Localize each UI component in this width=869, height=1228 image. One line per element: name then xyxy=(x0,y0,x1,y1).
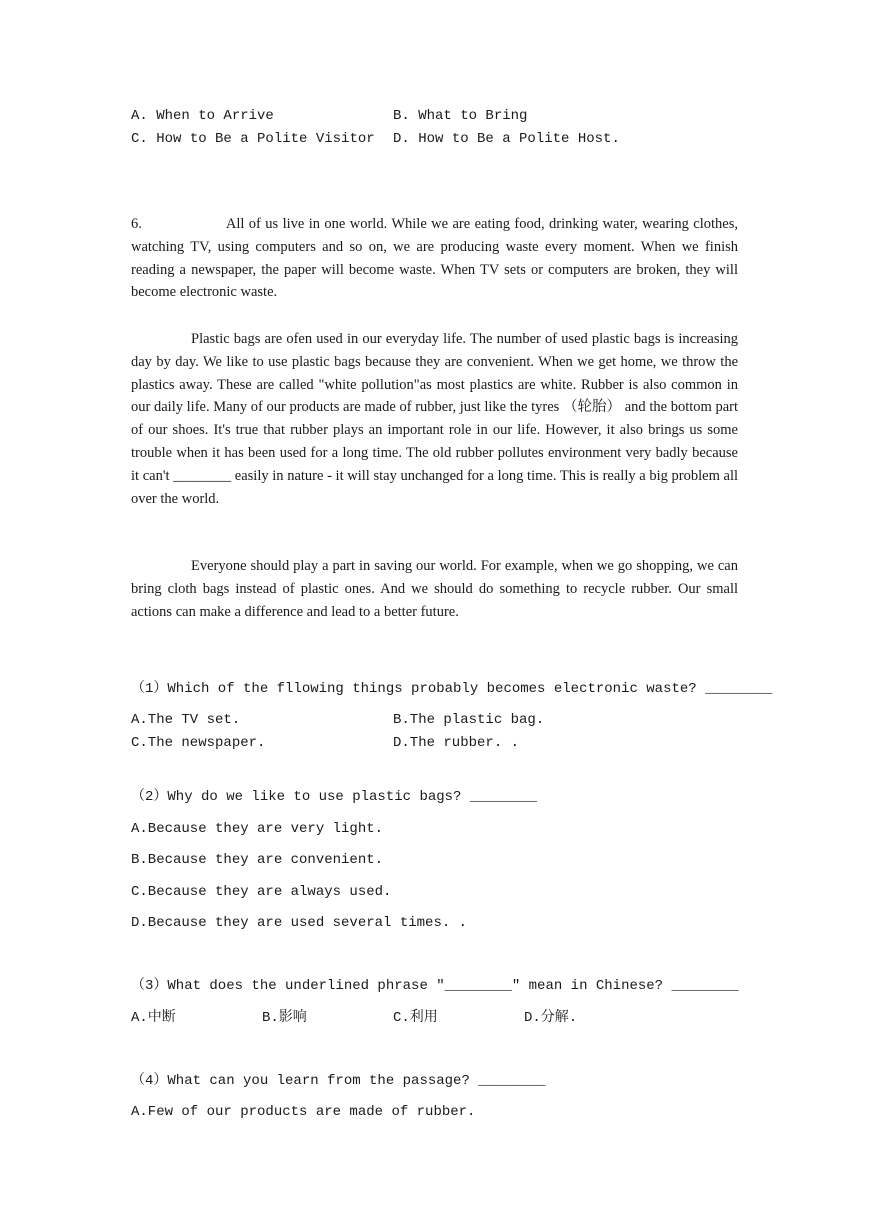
question-1-option-d: D.The rubber. . xyxy=(393,735,520,751)
question-1-option-a: A.The TV set. xyxy=(131,712,241,728)
question-3-option-d: D.分解. xyxy=(524,1010,578,1026)
option-letter: B. xyxy=(393,108,410,124)
question-3-stem: （3）What does the underlined phrase "________" mean in Chinese? ________ xyxy=(131,978,739,994)
question-2-option-d: D.Because they are used several times. . xyxy=(131,915,468,931)
passage-paragraph-3: Everyone should play a part in saving our world. For example, when we go shopping, we can bring cloth bags instead of plastic ones. And we should do something to recycle rubber. Our small actions can make a difference and lead to a better future. xyxy=(131,558,738,620)
prev-option-d xyxy=(393,129,620,149)
option-letter: A. xyxy=(131,108,148,124)
question-3-option-c: C.利用 xyxy=(393,1010,438,1026)
question-2-stem: （2）Why do we like to use plastic bags? ________ xyxy=(131,789,538,805)
question-3-option-b: B.影响 xyxy=(262,1010,307,1026)
question-3-option-a: A.中断 xyxy=(131,1010,176,1026)
option-text: How to Be a Polite Host. xyxy=(418,131,620,147)
question-4-stem: （4）What can you learn from the passage? ________ xyxy=(131,1073,546,1089)
passage-paragraph-2: Plastic bags are ofen used in our everyday life. The number of used plastic bags is increasing day by day. We like to use plastic bags because they are convenient. When we get home, we throw the plastics away. These are called "white pollution"as most plastics are white. Rubber is also common in our daily life. Many of our products are made of rubber, just like the tyres （轮胎） and the bottom part of our shoes. It's true that rubber plays an important role in our life. However, it also brings us some trouble when it has been used for a long time. The old rubber pollutes environment very badly because it can't ________ easily in nature - it will stay unchanged for a long time. This is really a big problem all over the world. xyxy=(131,331,738,507)
question-1-stem: （1）Which of the fllowing things probably becomes electronic waste? ________ xyxy=(131,681,773,697)
option-text: When to Arrive xyxy=(156,108,274,124)
question-2-option-c: C.Because they are always used. xyxy=(131,884,392,900)
question-2-option-b: B.Because they are convenient. xyxy=(131,852,384,868)
question-number: 6. xyxy=(131,216,142,232)
prev-option-b xyxy=(393,106,527,126)
option-letter: D. xyxy=(393,131,410,147)
option-text: What to Bring xyxy=(418,108,528,124)
paragraph-text: All of us live in one world. While we are eating food, drinking water, wearing clothes, watching TV, using computers and so on, we are producing waste every moment. When we finish reading a newspaper, the paper will become waste. When TV sets or computers are broken, they will become electronic waste. xyxy=(131,216,738,301)
question-1-option-c: C.The newspaper. xyxy=(131,735,266,751)
option-text: How to Be a Polite Visitor xyxy=(156,131,375,147)
question-2-option-a: A.Because they are very light. xyxy=(131,821,384,837)
question-1-option-b: B.The plastic bag. xyxy=(393,712,545,728)
prev-option-c xyxy=(131,129,375,149)
passage-paragraph-1 xyxy=(131,213,738,304)
question-4-option-a: A.Few of our products are made of rubber. xyxy=(131,1104,476,1120)
option-letter: C. xyxy=(131,131,148,147)
prev-option-a xyxy=(131,106,274,126)
